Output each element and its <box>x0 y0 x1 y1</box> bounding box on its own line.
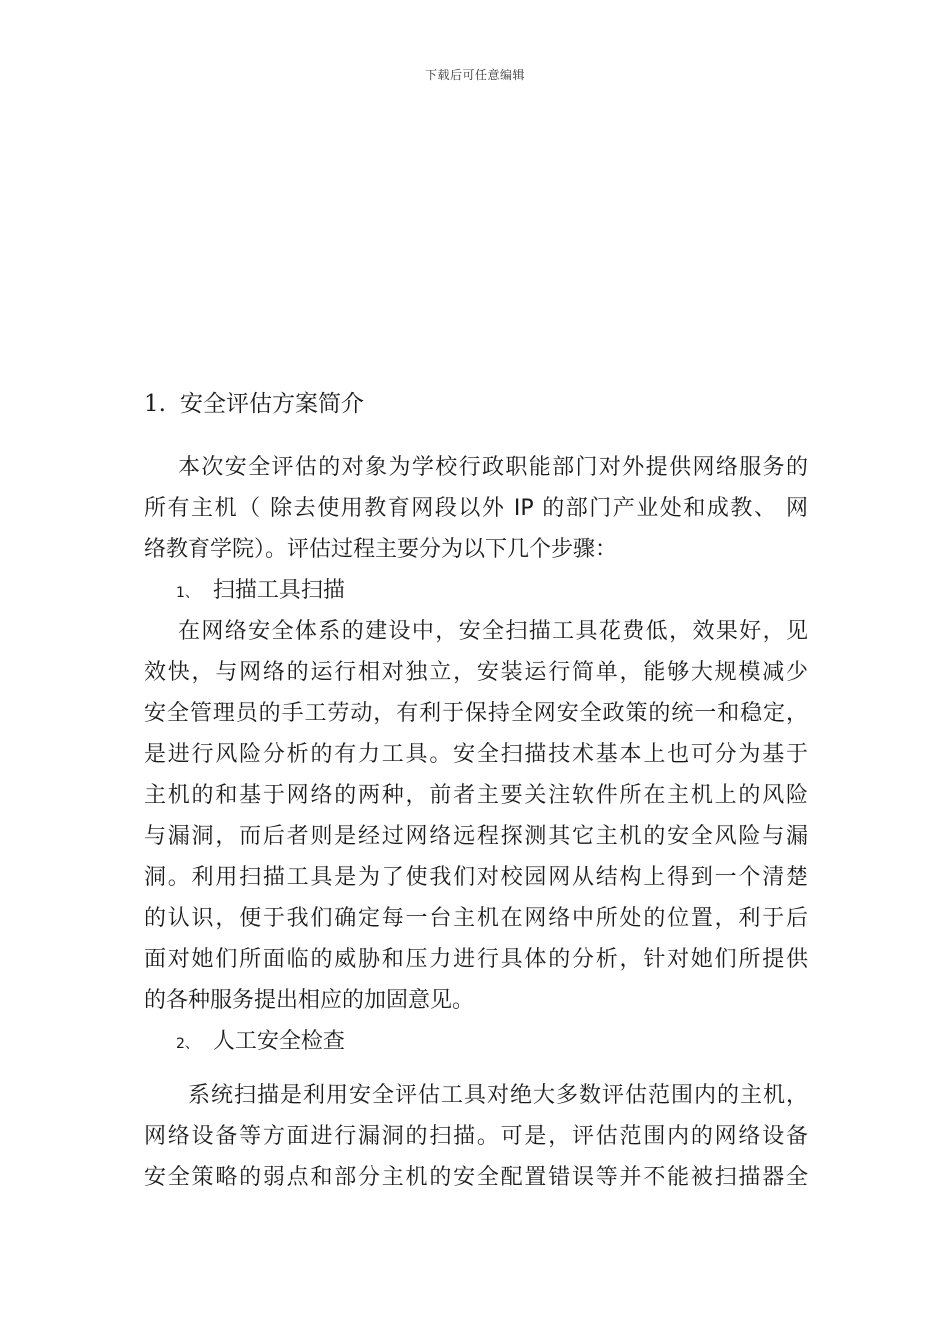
paragraph-3-line-3: 安全策略的弱点和部分主机的安全配置错误等并不能被扫描器全 <box>144 1165 808 1190</box>
paragraph-2-line-5: 主机的和基于网络的两种，前者主要关注软件所在主机上的风险 <box>144 783 808 808</box>
paragraph-2-line-10: 的各种服务提出相应的加固意见。 <box>144 988 475 1013</box>
paragraph-1-line-1: 本次安全评估的对象为学校行政职能部门对外提供网络服务的 <box>178 455 808 480</box>
paragraph-2-line-8: 的认识，便于我们确定每一台主机在网络中所处的位置，利于后 <box>144 906 808 931</box>
paragraph-1-line-2: 所有主机（ 除去使用教育网段以外 IP 的部门产业处和成教、 网 <box>144 496 808 521</box>
step-2-label: 人工安全检查 <box>212 1029 345 1054</box>
section-heading <box>144 388 364 420</box>
paragraph-2-line-1: 在网络安全体系的建设中，安全扫描工具花费低，效果好，见 <box>178 619 808 644</box>
step-2-number: 2、 <box>176 1036 199 1052</box>
paragraph-2-line-4: 是进行风险分析的有力工具。安全扫描技术基本上也可分为基于 <box>144 742 808 767</box>
section-title: 安全评估方案简介 <box>179 391 364 417</box>
step-1-number: 1、 <box>176 585 199 601</box>
page-header-note: 下载后可任意编辑 <box>424 68 525 82</box>
paragraph-3-line-2: 网络设备等方面进行漏洞的扫描。可是，评估范围内的网络设备 <box>144 1124 808 1149</box>
paragraph-2-line-9: 面对她们所面临的威胁和压力进行具体的分析，针对她们所提供 <box>144 947 808 972</box>
step-1-heading <box>176 575 345 609</box>
paragraph-2-line-2: 效快，与网络的运行相对独立，安装运行简单，能够大规模减少 <box>144 660 808 685</box>
step-2-heading <box>176 1026 345 1060</box>
paragraph-2-line-7: 洞。利用扫描工具是为了使我们对校园网从结构上得到一个清楚 <box>144 865 808 890</box>
paragraph-2-line-6: 与漏洞，而后者则是经过网络远程探测其它主机的安全风险与漏 <box>144 824 808 849</box>
step-1-label: 扫描工具扫描 <box>212 578 345 603</box>
paragraph-3-line-1: 系统扫描是利用安全评估工具对绝大多数评估范围内的主机， <box>188 1083 808 1108</box>
paragraph-1-line-3: 络教育学院）。评估过程主要分为以下几个步骤： <box>144 537 618 562</box>
paragraph-2-line-3: 安全管理员的手工劳动，有利于保持全网安全政策的统一和稳定， <box>144 701 808 726</box>
section-number: 1. <box>144 391 166 417</box>
